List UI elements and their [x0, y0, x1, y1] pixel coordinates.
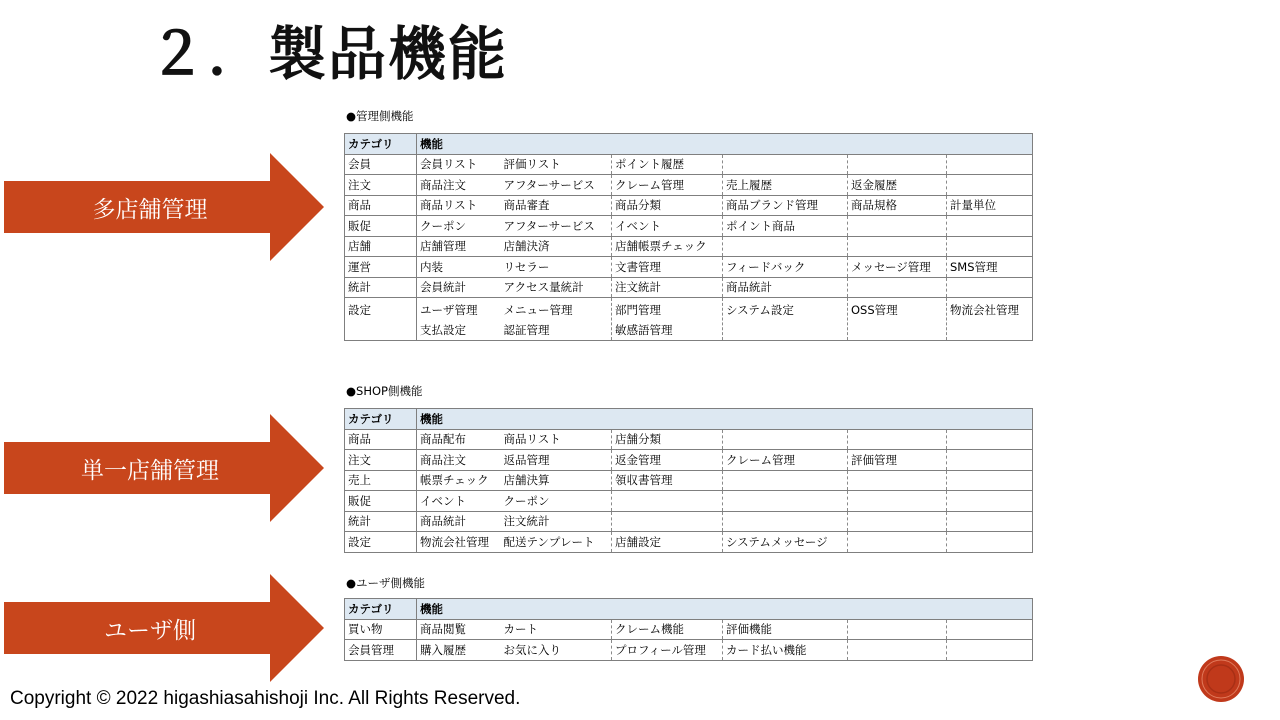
feature-cell: 店舗帳票チェック: [612, 236, 723, 257]
table-row: [345, 619, 1033, 640]
feature-cell: 評価リスト: [501, 154, 612, 175]
feature-cell: ユーザ管理 支払設定: [417, 298, 501, 341]
feature-cell: [947, 154, 1033, 175]
feature-cell: 注文統計: [612, 277, 723, 298]
feature-cell: クレーム管理: [723, 450, 848, 471]
feature-cell: [848, 429, 947, 450]
header-feature: 機能: [417, 599, 1033, 620]
feature-cell: 会員統計: [417, 277, 501, 298]
feature-cell: システム設定: [723, 298, 848, 341]
feature-cell: お気に入り: [501, 640, 612, 661]
feature-cell: プロフィール管理: [612, 640, 723, 661]
table-header-row: [345, 134, 1033, 155]
table-row: [345, 640, 1033, 661]
feature-cell: [848, 532, 947, 553]
arrow-single-store: [4, 414, 324, 522]
feature-cell: [947, 491, 1033, 512]
feature-cell: 返金管理: [612, 450, 723, 471]
feature-cell: 計量単位: [947, 195, 1033, 216]
category-cell: 運営: [345, 257, 417, 278]
feature-cell: イベント: [417, 491, 501, 512]
feature-cell: [848, 619, 947, 640]
table-row: [345, 277, 1033, 298]
feature-cell: [848, 491, 947, 512]
table-row: [345, 429, 1033, 450]
shop-feature-table: [344, 408, 1033, 553]
feature-cell: 部門管理 敏感語管理: [612, 298, 723, 341]
feature-cell: 商品閲覧: [417, 619, 501, 640]
feature-cell: 会員リスト: [417, 154, 501, 175]
table-row: [345, 216, 1033, 237]
admin-feature-table: [344, 133, 1033, 341]
feature-cell: クレーム管理: [612, 175, 723, 196]
arrow-label: 単一店舗管理: [81, 457, 219, 484]
feature-cell: [947, 277, 1033, 298]
feature-cell: [723, 470, 848, 491]
category-cell: 会員管理: [345, 640, 417, 661]
feature-cell: リセラー: [501, 257, 612, 278]
feature-cell: アフターサービス: [501, 175, 612, 196]
feature-cell: 配送テンプレート: [501, 532, 612, 553]
table-row: [345, 450, 1033, 471]
feature-cell: 購入履歴: [417, 640, 501, 661]
feature-cell: 評価機能: [723, 619, 848, 640]
table-row: [345, 470, 1033, 491]
section-caption-shop: ●SHOP側機能: [346, 384, 423, 398]
feature-cell: クレーム機能: [612, 619, 723, 640]
arrow-label: ユーザ側: [104, 617, 196, 644]
category-cell: 商品: [345, 195, 417, 216]
feature-cell: イベント: [612, 216, 723, 237]
feature-cell: 物流会社管理: [947, 298, 1033, 341]
section-caption-user: ●ユーザ側機能: [346, 576, 426, 590]
feature-cell: [612, 491, 723, 512]
feature-cell: [723, 429, 848, 450]
category-cell: 設定: [345, 532, 417, 553]
feature-cell: 店舗分類: [612, 429, 723, 450]
feature-cell: クーポン: [417, 216, 501, 237]
feature-cell: [947, 429, 1033, 450]
feature-cell: 店舗決済: [501, 236, 612, 257]
feature-cell: [848, 511, 947, 532]
arrow-label: 多店舗管理: [92, 196, 208, 223]
feature-cell: [947, 216, 1033, 237]
feature-cell: 文書管理: [612, 257, 723, 278]
category-cell: 統計: [345, 277, 417, 298]
table-header-row: [345, 599, 1033, 620]
feature-cell: フィードバック: [723, 257, 848, 278]
category-cell: 販促: [345, 491, 417, 512]
category-cell: 売上: [345, 470, 417, 491]
table-row: [345, 236, 1033, 257]
category-cell: 店舗: [345, 236, 417, 257]
table-row: [345, 175, 1033, 196]
category-cell: 買い物: [345, 619, 417, 640]
feature-cell: 商品統計: [417, 511, 501, 532]
header-category: カテゴリ: [345, 409, 417, 430]
header-category: カテゴリ: [345, 599, 417, 620]
category-cell: 設定: [345, 298, 417, 341]
feature-cell: [947, 470, 1033, 491]
table-row: [345, 298, 1033, 341]
category-cell: 注文: [345, 450, 417, 471]
feature-cell: [723, 511, 848, 532]
feature-cell: ポイント履歴: [612, 154, 723, 175]
section-caption-admin: ●管理側機能: [346, 109, 414, 123]
feature-cell: 商品規格: [848, 195, 947, 216]
header-feature: 機能: [417, 134, 1033, 155]
category-cell: 注文: [345, 175, 417, 196]
feature-cell: 商品分類: [612, 195, 723, 216]
arrow-multi-store: [4, 153, 324, 261]
feature-cell: [848, 277, 947, 298]
feature-cell: 内装: [417, 257, 501, 278]
feature-cell: 店舗管理: [417, 236, 501, 257]
feature-cell: アクセス量統計: [501, 277, 612, 298]
feature-cell: 売上履歴: [723, 175, 848, 196]
copyright-footer: Copyright © 2022 higashiasahishoji Inc. All Rights Reserved.: [10, 688, 521, 709]
header-category: カテゴリ: [345, 134, 417, 155]
category-cell: 販促: [345, 216, 417, 237]
feature-cell: 返金履歴: [848, 175, 947, 196]
feature-cell: 商品注文: [417, 450, 501, 471]
feature-cell: [947, 450, 1033, 471]
table-row: [345, 257, 1033, 278]
feature-cell: 商品統計: [723, 277, 848, 298]
table-header-row: [345, 409, 1033, 430]
feature-cell: [947, 236, 1033, 257]
feature-cell: 商品ブランド管理: [723, 195, 848, 216]
user-feature-table: [344, 598, 1033, 661]
feature-cell: [848, 154, 947, 175]
feature-cell: [723, 154, 848, 175]
feature-cell: メニュー管理 認証管理: [501, 298, 612, 341]
category-cell: 統計: [345, 511, 417, 532]
table-row: [345, 511, 1033, 532]
feature-cell: 商品リスト: [501, 429, 612, 450]
feature-cell: [947, 640, 1033, 661]
feature-cell: 領収書管理: [612, 470, 723, 491]
feature-cell: 商品審査: [501, 195, 612, 216]
feature-cell: カート: [501, 619, 612, 640]
feature-cell: システムメッセージ: [723, 532, 848, 553]
feature-cell: アフターサービス: [501, 216, 612, 237]
table-row: [345, 491, 1033, 512]
table-row: [345, 195, 1033, 216]
feature-cell: カード払い機能: [723, 640, 848, 661]
feature-cell: [947, 511, 1033, 532]
category-cell: 商品: [345, 429, 417, 450]
feature-cell: 返品管理: [501, 450, 612, 471]
feature-cell: [848, 640, 947, 661]
feature-cell: 物流会社管理: [417, 532, 501, 553]
feature-cell: [848, 216, 947, 237]
feature-cell: [612, 511, 723, 532]
feature-cell: [947, 532, 1033, 553]
feature-cell: [848, 236, 947, 257]
feature-cell: 商品注文: [417, 175, 501, 196]
feature-cell: [947, 619, 1033, 640]
feature-cell: OSS管理: [848, 298, 947, 341]
company-logo-icon: [1196, 654, 1246, 704]
feature-cell: [723, 491, 848, 512]
feature-cell: 注文統計: [501, 511, 612, 532]
slide-title: ２．製品機能: [148, 20, 509, 88]
feature-cell: メッセージ管理: [848, 257, 947, 278]
table-row: [345, 532, 1033, 553]
feature-cell: 商品配布: [417, 429, 501, 450]
feature-cell: 帳票チェック: [417, 470, 501, 491]
category-cell: 会員: [345, 154, 417, 175]
feature-cell: [848, 470, 947, 491]
header-feature: 機能: [417, 409, 1033, 430]
feature-cell: SMS管理: [947, 257, 1033, 278]
feature-cell: [947, 175, 1033, 196]
feature-cell: ポイント商品: [723, 216, 848, 237]
feature-cell: クーポン: [501, 491, 612, 512]
feature-cell: 店舗決算: [501, 470, 612, 491]
feature-cell: 評価管理: [848, 450, 947, 471]
feature-cell: [723, 236, 848, 257]
feature-cell: 商品リスト: [417, 195, 501, 216]
arrow-user-side: [4, 574, 324, 682]
table-row: [345, 154, 1033, 175]
feature-cell: 店舗設定: [612, 532, 723, 553]
